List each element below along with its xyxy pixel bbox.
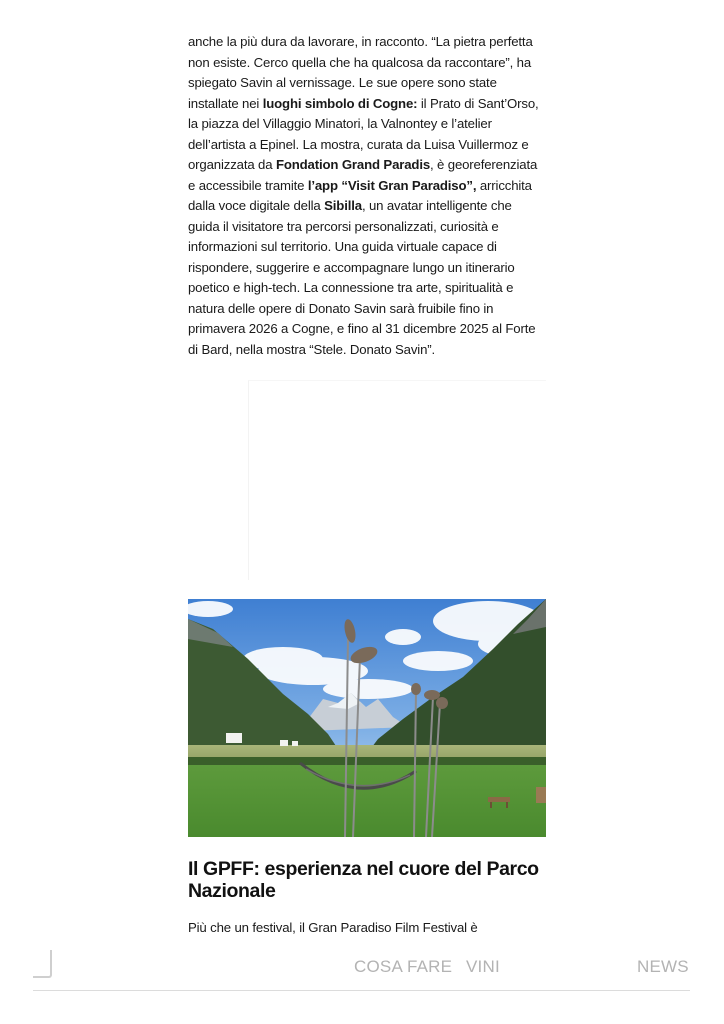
paragraph-text: il Prato di Sant’Orso, la piazza del Villaggio Minatori, la Valnontey e l’atelier dell’artista a Epinel. La mostra, curata da Luisa Vuillermoz e organizzata da xyxy=(188,95,539,172)
paragraph-text: anche la più dura da lavorare, in racconto. “La pietra perfetta non esiste. Cerco quella che ha qualcosa da raccontare”, ha spiegato Savin al vernissage. Le sue opere sono state installate nei xyxy=(188,34,533,111)
paragraph-text: arricchita dalla voce digitale della xyxy=(188,177,532,213)
menu-toggle-icon[interactable] xyxy=(33,950,52,978)
article-body xyxy=(188,32,546,360)
article-photo xyxy=(188,599,546,837)
nav-link-vini[interactable]: VINI xyxy=(466,957,500,976)
ad-placeholder xyxy=(248,380,546,580)
bold-phrase-luoghi: luoghi simbolo di Cogne: xyxy=(262,95,418,111)
nav-link-news[interactable]: NEWS xyxy=(637,957,689,976)
paragraph-text: , è georeferenziata e accessibile tramite xyxy=(188,157,538,193)
nav-link-cosa-fare[interactable]: COSA FARE xyxy=(354,957,453,976)
article-paragraph xyxy=(188,32,546,360)
section-heading: Il GPFF: esperienza nel cuore del Parco Nazionale xyxy=(188,858,539,902)
bottom-navigation xyxy=(33,948,690,991)
paragraph-text: , un avatar intelligente che guida il visitatore tra percorsi personalizzati, curiosità e informazioni sul territorio. Una guida virtuale capace di rispondere, suggerire e accompagnare lungo un itinerario poetico e high-tech. La connessione tra arte, spiritualità e natura delle opere di Donato Savin sarà fruibile fino in primavera 2026 a Cogne, e fino al 31 dicembre 2025 al Forte di Bard, nella mostra “Stele. Donato Savin”. xyxy=(188,198,536,357)
section-lead-text: Più che un festival, il Gran Paradiso Film Festival è xyxy=(188,920,478,935)
bold-phrase-sibilla: Sibilla xyxy=(324,198,362,213)
bold-phrase-fondation: Fondation Grand Paradis xyxy=(275,157,431,172)
bold-phrase-app: l’app “Visit Gran Paradiso”, xyxy=(307,177,477,193)
